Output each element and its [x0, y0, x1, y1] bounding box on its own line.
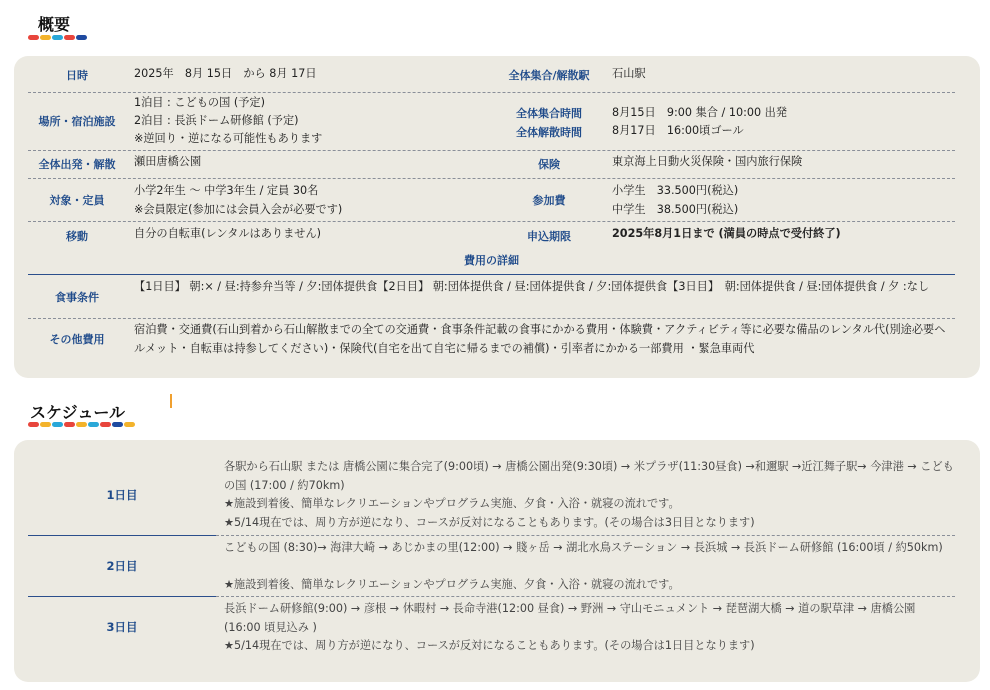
day-divider [28, 535, 216, 536]
place-line-3: ※逆回り・逆になる可能性もあります [134, 132, 323, 145]
cost-detail-divider [28, 274, 955, 275]
insurance-label: 保険 [538, 158, 560, 171]
place-line-2: 2泊目 : 長浜ドーム研修館 (予定) [134, 114, 299, 127]
place-label: 場所・宿泊施設 [38, 115, 116, 128]
target-line-2: ※会員限定(参加には会員入会が必要です) [134, 203, 343, 216]
move-label: 移動 [66, 230, 88, 243]
overview-title: 概要 [38, 15, 71, 34]
day-2-line-1: こどもの国 (8:30)→ 海津大崎 → あじかまの里(12:00) → 賤ヶ岳 → 湖北水鳥ステーション → 長浜城 → 長浜ドーム研修館 (16:00頃 / 約50km) [224, 541, 943, 554]
cost-detail-heading: 費用の詳細 [464, 254, 519, 267]
other-cost-value: 宿泊費・交通費(石山到着から石山解散までの全ての交通費・食事条件記載の食事にかかる費用・体験費・アクティビティ等に必要な備品のレンタル代(別途必要ヘルメット・自転車は持参してください)・保険代(自宅を出て自宅に帰るまでの補償)・引率者にかかる一部費用 ・緊急車両代 [134, 323, 946, 355]
day-divider [28, 596, 216, 597]
dismiss-time-label: 全体解散時間 [516, 125, 582, 139]
fee-line-1: 小学生 33.500円(税込) [612, 184, 739, 197]
deadline-label: 申込期限 [527, 230, 571, 243]
target-label: 対象・定員 [49, 194, 105, 207]
fee-line-2: 中学生 38.500円(税込) [612, 203, 739, 216]
meet-time-value: 8月15日 9:00 集合 / 10:00 出発 [612, 106, 788, 119]
day-1-line-1: 各駅から石山駅 または 唐橋公園に集合完了(9:00頃) → 唐橋公園出発(9:30頃) → 米プラザ(11:30昼食) →和邇駅 →近江舞子駅→ 今津港 → こどもの国 (17:00 / 約70km) [224, 460, 954, 492]
insurance-value: 東京海上日動火災保険・国内旅行保険 [612, 155, 803, 168]
deadline-value: 2025年8月1日まで (満員の時点で受付終了) [612, 227, 841, 240]
row-divider [28, 150, 955, 151]
fee-label: 参加費 [532, 194, 566, 207]
text-cursor [170, 394, 172, 408]
schedule-title: スケジュール [30, 403, 126, 422]
meal-label: 食事条件 [55, 291, 99, 304]
meal-value: 【1日目】 朝:× / 昼:持参弁当等 / 夕:団体提供食【2日目】 朝:団体提供食 / 昼:団体提供食 / 夕:団体提供食【3日目】 朝:団体提供食 / 昼:団体提供食 / 夕 :なし [134, 280, 930, 293]
day-2-label: 2日目 [106, 559, 138, 573]
other-cost-label: その他費用 [49, 333, 105, 346]
day-2-line-2: ★施設到着後、簡単なレクリエーションやプログラム実施、夕食・入浴・就寝の流れです。 [224, 578, 680, 591]
meet-station-value: 石山駅 [612, 67, 646, 80]
dates-label: 日時 [66, 69, 88, 82]
row-divider [28, 178, 955, 179]
day-3-line-2: ★5/14現在では、周り方が逆になり、コースが反対になることもあります。(その場合は1日目となります) [224, 639, 755, 652]
title-underline-wave [28, 35, 88, 40]
dates-value: 2025年 8月 15日 から 8月 17日 [134, 67, 317, 80]
target-line-1: 小学2年生 〜 中学3年生 / 定員 30名 [134, 184, 319, 197]
day-1-line-3: ★5/14現在では、周り方が逆になり、コースが反対になることもあります。(その場合は3日目となります) [224, 516, 755, 529]
row-divider [28, 221, 955, 222]
title-underline-wave [28, 422, 136, 427]
day-3-line-1: 長浜ドーム研修館(9:00) → 彦根 → 休暇村 → 長命寺港(12:00 昼食) → 野洲 → 守山モニュメント → 琵琶湖大橋 → 道の駅草津 → 唐橋公園 (16:00 頃見込み ) [224, 602, 916, 634]
row-divider [28, 318, 955, 319]
dismiss-time-value: 8月17日 16:00頃ゴール [612, 124, 744, 137]
day-1-label: 1日目 [106, 488, 138, 502]
meet-station-label: 全体集合/解散駅 [508, 69, 590, 82]
day-divider-dashed [216, 596, 955, 597]
depart-label: 全体出発・解散 [38, 158, 116, 171]
move-value: 自分の自転車(レンタルはありません) [134, 227, 322, 240]
depart-value: 瀬田唐橋公園 [134, 155, 202, 168]
day-1-line-2: ★施設到着後、簡単なレクリエーションやプログラム実施、夕食・入浴・就寝の流れです。 [224, 497, 680, 510]
place-line-1: 1泊目 : こどもの国 (予定) [134, 96, 265, 109]
day-divider-dashed [216, 535, 955, 536]
meet-time-label: 全体集合時間 [516, 106, 582, 120]
day-3-label: 3日目 [106, 620, 138, 634]
